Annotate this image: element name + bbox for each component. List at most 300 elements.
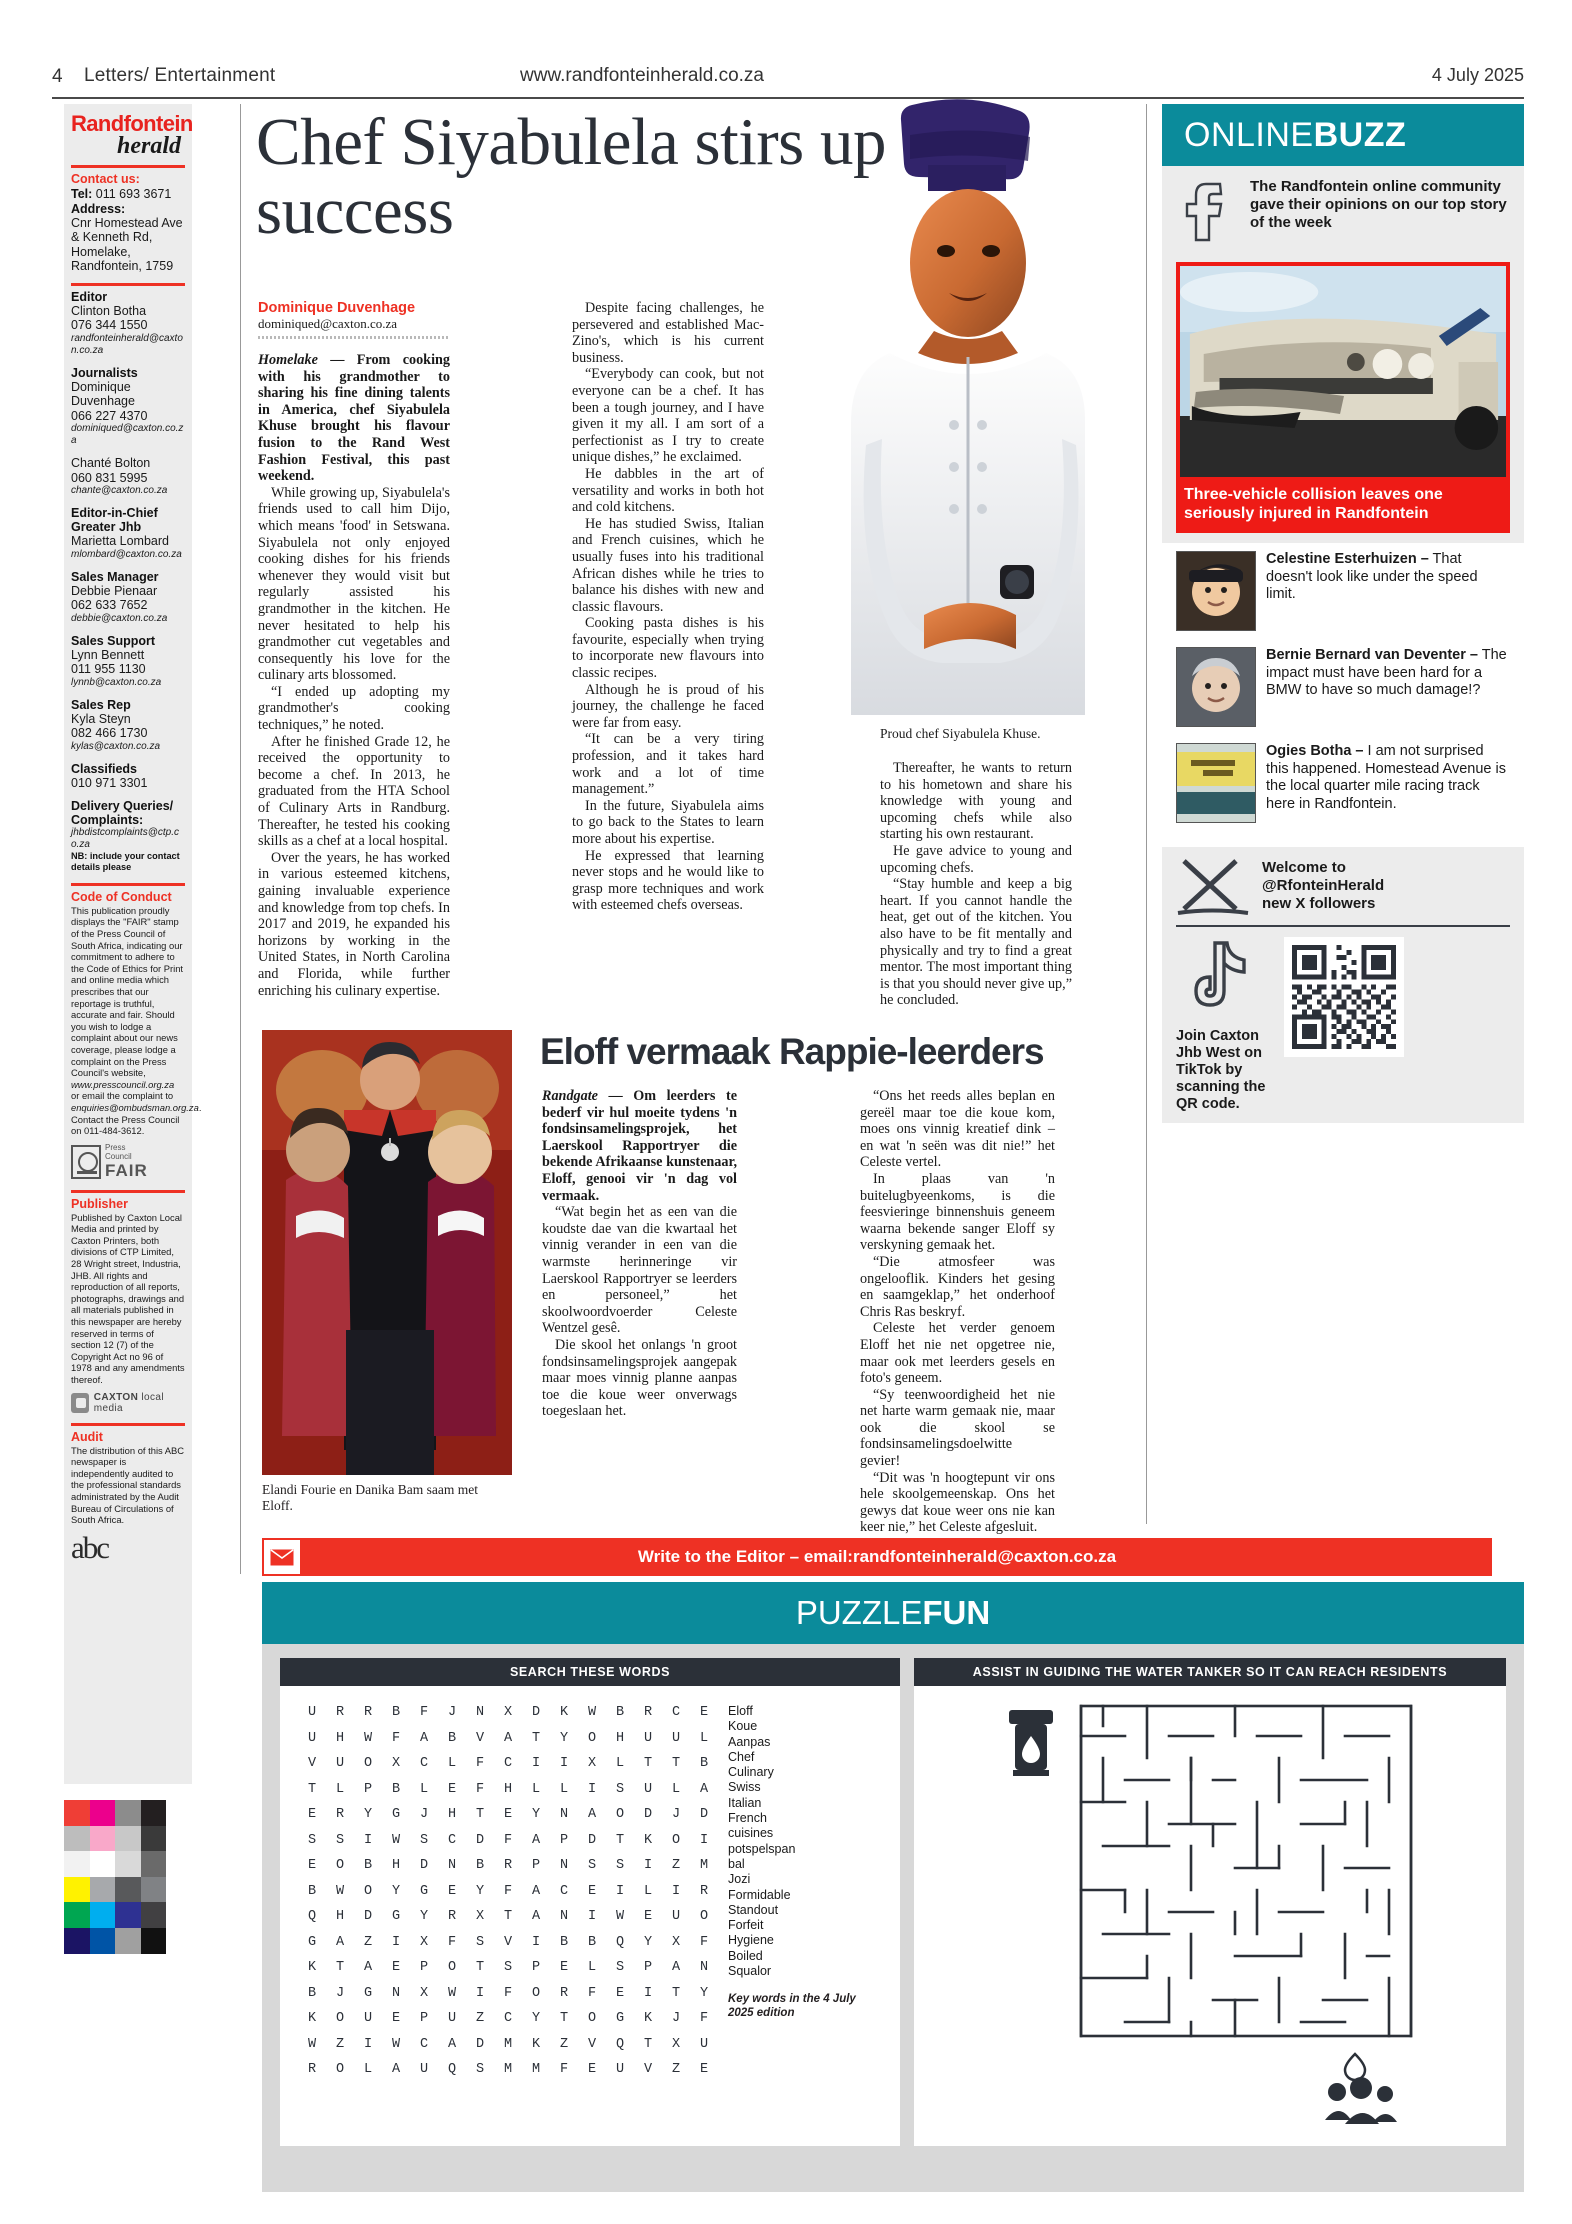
word-search-cell[interactable]: O (699, 1909, 709, 1924)
colour-chip (64, 1826, 90, 1852)
author-email[interactable]: dominiqued@caxton.co.za (258, 316, 398, 331)
word-search-cell[interactable]: O (335, 2062, 345, 2077)
word-search-cell[interactable]: I (363, 2036, 373, 2052)
word-search-cell[interactable]: E (643, 1909, 653, 1924)
word-search-cell[interactable]: Y (699, 1985, 709, 2001)
word-search-cell[interactable]: I (391, 1934, 401, 1950)
word-search-cell[interactable]: Q (615, 1934, 625, 1950)
word-search-cell[interactable]: Z (559, 2036, 569, 2052)
word-search-cell[interactable]: Y (391, 1883, 401, 1899)
word-search-cell[interactable]: E (447, 1781, 457, 1797)
word-search-cell[interactable]: D (475, 1832, 485, 1848)
word-search-cell[interactable]: E (587, 1883, 597, 1899)
word-search-cell[interactable]: N (475, 1705, 485, 1720)
word-search-cell[interactable]: Y (531, 2011, 541, 2026)
word-search-cell[interactable]: R (699, 1883, 709, 1899)
word-search-cell[interactable]: U (671, 1909, 681, 1924)
word-search-cell[interactable]: C (671, 1705, 681, 1720)
word-search-cell[interactable]: Q (447, 2062, 457, 2077)
staff-email[interactable]: mlombard@caxton.co.za (71, 548, 182, 560)
word-search-cell[interactable]: Z (335, 2036, 345, 2052)
word-search-cell[interactable]: F (503, 1883, 513, 1899)
word-search-cell[interactable]: I (531, 1756, 541, 1771)
word-list-item: Culinary (728, 1765, 774, 1780)
word-search-cell[interactable]: X (391, 1756, 401, 1771)
word-search-cell[interactable]: S (307, 1832, 317, 1848)
word-search-cell[interactable]: V (475, 1730, 485, 1746)
word-search-cell[interactable]: X (671, 1934, 681, 1950)
word-search-cell[interactable]: U (363, 2011, 373, 2026)
word-search-cell[interactable]: O (335, 1858, 345, 1873)
word-search-cell[interactable]: X (587, 1756, 597, 1771)
staff-entry (71, 762, 185, 791)
word-search-cell[interactable]: R (643, 1705, 653, 1720)
word-list-item: bal (728, 1856, 745, 1871)
word-search-cell[interactable]: A (363, 1960, 373, 1975)
word-search-cell[interactable]: P (531, 1960, 541, 1975)
word-search-cell[interactable]: A (503, 1730, 513, 1746)
word-search-cell[interactable]: L (335, 1781, 345, 1797)
article2-photo (262, 1030, 512, 1475)
word-search-cell[interactable]: W (391, 1832, 401, 1848)
word-search-cell[interactable]: R (559, 1985, 569, 2001)
word-search-cell[interactable]: O (335, 2011, 345, 2026)
word-search-cell[interactable]: D (475, 2036, 485, 2052)
maze-walls (1081, 1706, 1411, 2036)
word-search-cell[interactable]: U (307, 1730, 317, 1746)
word-search-cell[interactable]: B (615, 1705, 625, 1720)
word-search-cell[interactable]: C (503, 2011, 513, 2026)
word-search-cell[interactable]: H (335, 1909, 345, 1924)
staff-phone: 076 344 1550 (71, 318, 148, 332)
word-search-cell[interactable]: N (699, 1960, 709, 1975)
tel-value: 011 693 3671 (95, 187, 172, 201)
word-search-cell[interactable]: T (671, 1985, 681, 2001)
puzzle-title-bold: FUN (922, 1594, 991, 1631)
word-search-cell[interactable]: B (559, 1934, 569, 1950)
staff-role: Journalists (71, 365, 138, 380)
word-search-cell[interactable]: R (335, 1807, 345, 1822)
word-search-cell[interactable]: H (615, 1730, 625, 1746)
word-search-cell[interactable]: U (419, 2062, 429, 2077)
article-paragraph: “Die atmosfeer was ongelooflik. Kinders het gesing en saamgeklap,” het onderhoof Chris Ras beskryf. (860, 1253, 1055, 1320)
word-search-cell[interactable]: B (475, 1858, 485, 1873)
word-search-cell[interactable]: R (447, 1909, 457, 1924)
word-search-cell[interactable]: O (363, 1883, 373, 1899)
word-search-cell[interactable]: G (391, 1807, 401, 1822)
word-search-cell[interactable]: B (307, 1883, 317, 1899)
word-search-cell[interactable]: O (587, 2011, 597, 2026)
word-search-cell[interactable]: H (447, 1807, 457, 1822)
publisher-block (71, 1197, 185, 1414)
word-search-cell[interactable]: P (363, 1781, 373, 1797)
word-search-cell[interactable]: Y (475, 1883, 485, 1899)
word-search-cell[interactable]: P (643, 1960, 653, 1975)
article-paragraph: Cooking pasta dishes is his favourite, especially when trying to incorporate new flavours into classic recipes. (572, 615, 764, 682)
word-search-cell[interactable]: D (699, 1807, 709, 1822)
article-paragraph: He dabbles in the art of versatility and works in both hot and cold kitchens. (572, 465, 764, 516)
column-rule (1146, 104, 1147, 1524)
contact-heading: Contact us: (71, 172, 140, 186)
word-search-cell[interactable]: R (307, 2062, 317, 2077)
word-search-cell[interactable]: N (559, 1909, 569, 1924)
word-search-cell[interactable]: I (587, 1781, 597, 1797)
word-search-cell[interactable]: C (447, 1832, 457, 1848)
tiktok-qr-code[interactable] (1284, 937, 1404, 1057)
word-search-cell[interactable]: O (587, 1730, 597, 1746)
word-search-cell[interactable]: K (559, 1705, 569, 1720)
website-url[interactable]: www.randfonteinherald.co.za (520, 65, 764, 86)
word-search-cell[interactable]: M (503, 2036, 513, 2052)
word-search-cell[interactable]: J (671, 1807, 681, 1822)
word-search-cell[interactable]: T (559, 2011, 569, 2026)
word-search-cell[interactable]: S (475, 1934, 485, 1950)
delivery-email[interactable]: jhbdistcomplaints@ctp.co.za (71, 827, 179, 850)
word-search-cell[interactable]: I (671, 1883, 681, 1899)
word-search-cell[interactable]: A (419, 1730, 429, 1746)
word-search-cell[interactable]: W (335, 1883, 345, 1899)
staff-phone: 062 633 7652 (71, 598, 148, 612)
x-follow-row[interactable] (1176, 855, 1510, 917)
staff-email[interactable]: lynnb@caxton.co.za (71, 676, 162, 688)
word-search-cell[interactable]: F (447, 1934, 457, 1950)
word-search-cell[interactable]: G (391, 1909, 401, 1924)
word-search-cell[interactable]: N (559, 1858, 569, 1873)
word-search-cell[interactable]: F (475, 1756, 485, 1771)
word-search-cell[interactable]: S (503, 1960, 513, 1975)
word-search-cell[interactable]: Z (671, 1858, 681, 1873)
word-search-cell[interactable]: R (363, 1705, 373, 1720)
word-search-cell[interactable]: D (363, 1909, 373, 1924)
word-search-cell[interactable]: X (503, 1705, 513, 1720)
word-search-cell[interactable]: F (475, 1781, 485, 1797)
word-search-cell[interactable]: E (391, 2011, 401, 2026)
word-search-cell[interactable]: T (335, 1960, 345, 1975)
word-search-cell[interactable]: M (503, 2062, 513, 2077)
word-search-cell[interactable]: K (307, 2011, 317, 2026)
word-list-item: Squalor (728, 1964, 772, 1979)
word-search-cell[interactable]: V (503, 1934, 513, 1950)
word-search-cell[interactable]: F (503, 1985, 513, 2001)
rule (71, 1190, 185, 1193)
word-search-cell[interactable]: C (503, 1756, 513, 1771)
word-search-cell[interactable]: I (699, 1832, 709, 1848)
word-search-cell[interactable]: N (447, 1858, 457, 1873)
word-list (728, 1686, 878, 2093)
word-search-cell[interactable]: A (587, 1807, 597, 1822)
word-search-cell[interactable]: X (475, 1909, 485, 1924)
word-search-cell[interactable]: U (615, 2062, 625, 2077)
word-search-cell[interactable]: G (615, 2011, 625, 2026)
word-search-cell[interactable]: D (531, 1705, 541, 1720)
word-search-cell[interactable]: J (419, 1807, 429, 1822)
word-search-cell[interactable]: R (335, 1705, 345, 1720)
word-search-cell[interactable]: J (447, 1705, 457, 1720)
colour-chip (115, 1851, 141, 1877)
word-search-cell[interactable]: A (531, 1832, 541, 1848)
staff-role: Sales Manager (71, 569, 159, 584)
word-list-item: Formidable (728, 1887, 791, 1902)
colour-chip (141, 1826, 167, 1852)
word-search-cell[interactable]: G (363, 1985, 373, 2001)
commenter-name: Bernie Bernard van Deventer – (1266, 647, 1478, 663)
word-search-cell[interactable]: I (363, 1832, 373, 1848)
staff-name: Lynn Bennett (71, 647, 145, 662)
word-search-cell[interactable]: E (699, 2062, 709, 2077)
staff-email[interactable]: debbie@caxton.co.za (71, 612, 168, 624)
article-paragraph: Die skool het onlangs 'n groot fondsinsamelingsprojek aangepak maar moes vinnig planne aanpas toe die koue weer onverwags toegeslaan het. (542, 1336, 737, 1420)
word-search-cell[interactable]: W (307, 2036, 317, 2052)
staff-phone: 011 955 1130 (71, 662, 146, 676)
word-search-cell[interactable]: Q (615, 2036, 625, 2052)
word-search-cell[interactable]: H (335, 1730, 345, 1746)
word-search-cell[interactable]: B (699, 1756, 709, 1771)
word-search-cell[interactable]: S (587, 1858, 597, 1873)
word-search-cell[interactable]: E (559, 1960, 569, 1975)
word-search-cell[interactable]: U (643, 1730, 653, 1746)
colour-chip (90, 1800, 116, 1826)
word-search-cell[interactable]: A (671, 1960, 681, 1975)
word-search-cell[interactable]: F (699, 2011, 709, 2026)
facebook-glyph-icon (1176, 178, 1240, 242)
word-search-cell[interactable]: L (419, 1781, 429, 1797)
word-search-cell[interactable]: A (335, 1934, 345, 1950)
word-search-cell[interactable]: P (559, 1832, 569, 1848)
word-search-cell[interactable]: L (363, 2062, 373, 2077)
word-search-cell[interactable]: Y (559, 1730, 569, 1746)
colour-chip (90, 1851, 116, 1877)
word-search-cell[interactable]: P (419, 2011, 429, 2026)
article1-byline (258, 300, 448, 339)
word-search-cell[interactable]: L (643, 1883, 653, 1899)
word-search-cell[interactable]: T (671, 1756, 681, 1771)
word-search-cell[interactable]: S (475, 2062, 485, 2077)
word-search-cell[interactable]: E (503, 1807, 513, 1822)
word-search-cell[interactable]: T (643, 2036, 653, 2052)
word-search-cell[interactable]: T (503, 1909, 513, 1924)
word-search-cell[interactable]: U (699, 2036, 709, 2052)
staff-name: Marietta Lombard (71, 534, 169, 548)
word-search-cell[interactable]: Y (643, 1934, 653, 1950)
word-search-cell[interactable]: B (391, 1705, 401, 1720)
word-search-cell[interactable]: X (671, 2036, 681, 2052)
word-search-cell[interactable]: V (587, 2036, 597, 2052)
word-search-cell[interactable]: Z (671, 2062, 681, 2077)
article-paragraph: Despite facing challenges, he persevered and established Mac-Zino's, which is his current business. (572, 300, 764, 366)
word-search-cell[interactable]: S (615, 1960, 625, 1975)
word-search-cell[interactable]: L (699, 1730, 709, 1746)
word-search-cell[interactable]: I (475, 1985, 485, 2001)
staff-email[interactable]: randfonteinherald@caxton.co.za (71, 332, 183, 356)
commenter-avatar (1176, 647, 1256, 727)
word-search-cell[interactable]: O (447, 1960, 457, 1975)
word-search-cell[interactable]: K (643, 1832, 653, 1848)
word-search-cell[interactable]: E (307, 1807, 317, 1822)
word-search-cell[interactable]: I (531, 1934, 541, 1950)
word-search-cell[interactable]: S (335, 1832, 345, 1848)
word-search-cell[interactable]: X (419, 1934, 429, 1950)
word-search-cell[interactable]: Z (363, 1934, 373, 1950)
word-search-cell[interactable]: M (699, 1858, 709, 1873)
staff-email[interactable]: chante@caxton.co.za (71, 485, 168, 496)
word-search-cell[interactable]: L (671, 1781, 681, 1797)
word-search-cell[interactable]: U (447, 2011, 457, 2026)
maze-area[interactable] (914, 1686, 1506, 2146)
word-search-cell[interactable]: L (559, 1781, 569, 1797)
word-search-cell[interactable]: O (531, 1985, 541, 2001)
word-search-cell[interactable]: L (587, 1960, 597, 1975)
word-search-cell[interactable]: D (419, 1858, 429, 1873)
staff-email[interactable]: kylas@caxton.co.za (71, 740, 161, 752)
word-search-cell[interactable]: C (559, 1883, 569, 1899)
word-search-cell[interactable]: Y (419, 1909, 429, 1924)
word-search-cell[interactable]: F (699, 1934, 709, 1950)
word-search-cell[interactable]: J (671, 2011, 681, 2026)
word-search-cell[interactable]: W (587, 1705, 597, 1720)
word-search-cell[interactable]: N (391, 1985, 401, 2001)
ombudsman-link[interactable]: enquiries@ombudsman.org.za (71, 1101, 199, 1113)
word-search-cell[interactable]: S (615, 1858, 625, 1873)
word-search-cell[interactable]: F (503, 1832, 513, 1848)
word-search-cell[interactable]: G (307, 1934, 317, 1950)
word-search-cell[interactable]: E (447, 1883, 457, 1899)
word-search-cell[interactable]: E (587, 2062, 597, 2077)
contact-block (71, 172, 185, 274)
word-search-cell[interactable]: U (335, 1756, 345, 1771)
word-search-cell[interactable]: T (475, 1960, 485, 1975)
rule (71, 283, 185, 286)
word-search-cell[interactable]: B (587, 1934, 597, 1950)
word-search-cell[interactable]: C (419, 1756, 429, 1771)
word-search-cell[interactable]: F (559, 2062, 569, 2077)
word-search-cell[interactable]: K (307, 1960, 317, 1975)
buzz-top-story[interactable] (1162, 256, 1524, 543)
word-search-cell[interactable]: F (587, 1985, 597, 2001)
word-search-cell[interactable]: F (391, 1730, 401, 1746)
word-list-item: cuisines (728, 1826, 774, 1841)
word-search-cell[interactable]: C (419, 2036, 429, 2052)
staff-entry (71, 634, 185, 689)
address-value: Cnr Homestead Ave & Kenneth Rd, Homelake, Randfontein, 1759 (71, 215, 183, 273)
tiktok-row[interactable] (1176, 937, 1510, 1113)
word-search-cell[interactable]: B (307, 1985, 317, 2001)
article1-photo-caption: Proud chef Siyabulela Khuse. (880, 726, 1041, 741)
staff-email[interactable]: dominiqued@caxton.co.za (71, 423, 184, 446)
word-search-cell[interactable]: V (643, 2062, 653, 2077)
tiktok-icon (1176, 937, 1262, 1023)
word-search-cell[interactable]: A (531, 1909, 541, 1924)
word-search-cell[interactable]: G (419, 1883, 429, 1899)
word-search-cell[interactable]: B (447, 1730, 457, 1746)
word-search-cell[interactable]: K (643, 2011, 653, 2026)
word-search-cell[interactable]: X (419, 1985, 429, 2001)
word-search-cell[interactable]: I (615, 1883, 625, 1899)
word-search-cell[interactable]: B (391, 1781, 401, 1797)
word-search-cell[interactable]: T (531, 1730, 541, 1746)
word-search-cell[interactable]: U (671, 1730, 681, 1746)
word-search-cell[interactable]: T (643, 1756, 653, 1771)
staff-role: Editor (71, 289, 108, 304)
word-search-cell[interactable]: A (391, 2062, 401, 2077)
word-search-cell[interactable]: W (391, 2036, 401, 2052)
word-search-cell[interactable]: L (615, 1756, 625, 1771)
colour-chip (115, 1826, 141, 1852)
word-search-cell[interactable]: T (475, 1807, 485, 1822)
word-search-cell[interactable]: Q (307, 1909, 317, 1924)
word-search-cell[interactable]: U (643, 1781, 653, 1797)
word-search-cell[interactable]: A (447, 2036, 457, 2052)
word-search-cell[interactable]: A (531, 1883, 541, 1899)
word-search-cell[interactable]: H (503, 1781, 513, 1797)
word-search-cell[interactable]: O (363, 1756, 373, 1771)
word-search-cell[interactable]: L (531, 1781, 541, 1797)
word-search-cell[interactable]: I (559, 1756, 569, 1771)
word-search-cell[interactable]: I (587, 1909, 597, 1924)
chip-row (64, 1826, 192, 1852)
word-search-cell[interactable]: F (419, 1705, 429, 1720)
code-text (71, 904, 202, 1137)
word-search-cell[interactable]: S (419, 1832, 429, 1848)
header-divider (52, 97, 1524, 99)
word-search-cell[interactable]: K (531, 2036, 541, 2052)
word-search-cell[interactable]: T (615, 1832, 625, 1848)
word-search-cell[interactable]: E (391, 1960, 401, 1975)
word-search-cell[interactable]: D (587, 1832, 597, 1848)
word-search-cell[interactable]: W (447, 1985, 457, 2001)
word-search-cell[interactable]: H (391, 1858, 401, 1873)
word-search-cell[interactable]: O (615, 1807, 625, 1822)
word-search-cell[interactable]: W (615, 1909, 625, 1924)
article-paragraph: He expressed that learning never stops and he would like to grasp more techniques and work with esteemed chefs overseas. (572, 847, 764, 914)
word-search-cell[interactable]: E (307, 1858, 317, 1873)
audit-heading: Audit (71, 1429, 103, 1444)
word-search-cell[interactable]: N (559, 1807, 569, 1822)
rule (71, 883, 185, 886)
word-search-cell[interactable]: D (643, 1807, 653, 1822)
staff-name: Debbie Pienaar (71, 583, 158, 598)
article-paragraph: “I ended up adopting my grandmother's cooking techniques,” he noted. (258, 683, 450, 734)
word-search-cell[interactable]: J (335, 1985, 345, 2001)
word-search-cell[interactable]: Y (531, 1807, 541, 1822)
buzz-header (1162, 104, 1524, 166)
word-search-cell[interactable]: W (363, 1730, 373, 1746)
write-to-editor-bar[interactable] (262, 1538, 1492, 1576)
article1-headline: Chef Siyabulela stirs up success (256, 105, 886, 248)
caxton-sub: local media (93, 1391, 164, 1414)
word-search-cell[interactable]: I (643, 1985, 653, 2001)
word-search-cell[interactable]: M (531, 2062, 541, 2077)
word-search-cell[interactable]: S (615, 1781, 625, 1797)
word-search-cell[interactable]: Z (475, 2011, 485, 2026)
word-search-cell[interactable]: B (363, 1858, 373, 1873)
word-search-cell[interactable]: Y (363, 1807, 373, 1822)
word-search-cell[interactable]: V (307, 1756, 317, 1771)
word-search-cell[interactable]: U (307, 1705, 317, 1720)
word-search-cell[interactable]: T (307, 1781, 317, 1797)
word-search-cell[interactable]: O (671, 1832, 681, 1848)
press-council-link[interactable]: www.presscouncil.org.za (71, 1078, 175, 1090)
word-search-cell[interactable]: P (531, 1858, 541, 1873)
word-search-cell[interactable]: E (699, 1705, 709, 1720)
word-search-cell[interactable]: L (447, 1756, 457, 1771)
word-search-card (280, 1658, 900, 2146)
word-search-cell[interactable]: I (643, 1858, 653, 1873)
word-search-cell[interactable]: A (699, 1781, 709, 1797)
word-search-grid[interactable] (280, 1686, 728, 2093)
word-search-cell[interactable]: P (419, 1960, 429, 1975)
word-search-cell[interactable]: R (503, 1858, 513, 1873)
word-search-cell[interactable]: E (615, 1985, 625, 2001)
